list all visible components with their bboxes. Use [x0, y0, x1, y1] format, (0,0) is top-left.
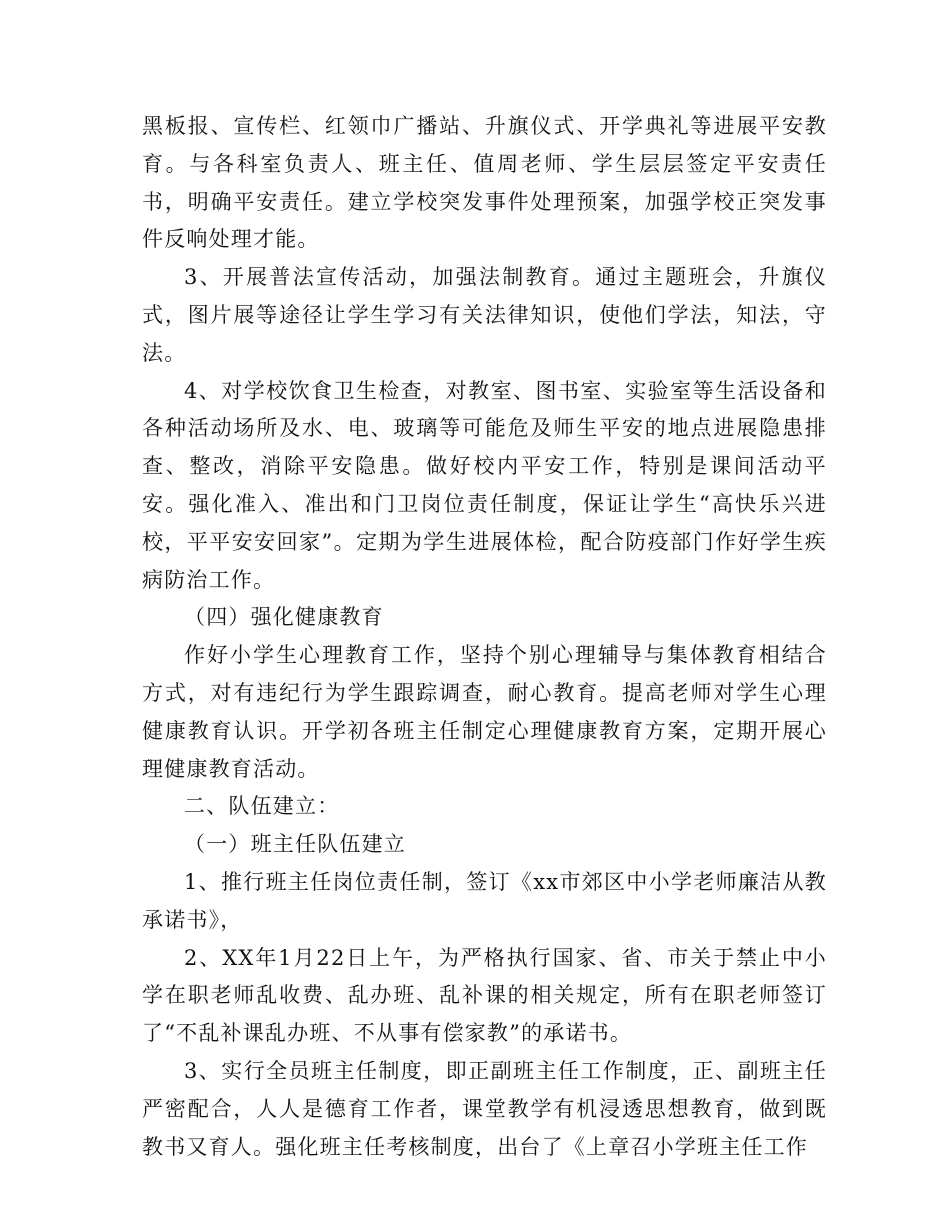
paragraph-hygiene-inspection: 4、对学校饮食卫生检查，对教室、图书室、实验室等生活设备和各种活动场所及水、电、玻璃等可能危及师生平安的地点进展隐患排查、整改，消除平安隐患。做好校内平安工作，特别是课间活动平安。强化准入、准出和门卫岗位责任制度，保证让学生“高快乐兴进校，平平安安回家”。定期为学生进展体检，配合防疫部门作好学生疾病防治工作。	[142, 378, 827, 592]
paragraph-legal-education: 3、开展普法宣传活动，加强法制教育。通过主题班会，升旗仪式，图片展等途径让学生学习有关法律知识，使他们学法，知法，守法。	[142, 265, 827, 365]
heading-team-building: 二、队伍建立：	[184, 794, 340, 819]
paragraph-all-staff-system: 3、实行全员班主任制度，即正副班主任工作制度，正、副班主任严密配合，人人是德育工作者，课堂教学有机浸透思想教育，做到既教书又育人。强化班主任考核制度，出台了《上章召小学班主任工作	[142, 1058, 827, 1159]
paragraph-mental-health: 作好小学生心理教育工作，坚持个别心理辅导与集体教育相结合方式，对有违纪行为学生跟踪调查，耐心教育。提高老师对学生心理健康教育认识。开学初各班主任制定心理健康教育方案，定期开展心理健康教育活动。	[142, 643, 827, 781]
paragraph-responsibility-system: 1、推行班主任岗位责任制，签订《xx市郊区中小学老师廉洁从教承诺书》，	[142, 869, 827, 932]
paragraph-safety-education: 黑板报、宣传栏、红领巾广播站、升旗仪式、开学典礼等进展平安教育。与各科室负责人、班主任、值周老师、学生层层签定平安责任书，明确平安责任。建立学校突发事件处理预案，加强学校正突发事件反响处理才能。	[142, 114, 827, 252]
heading-health-education: （四）强化健康教育	[184, 605, 384, 630]
document-body	[142, 108, 827, 1166]
paragraph-commitment-letter: 2、XX年1月22日上午，为严格执行国家、省、市关于禁止中小学在职老师乱收费、乱办班、乱补课的相关规定，所有在职老师签订了“不乱补课乱办班、不从事有偿家教”的承诺书。	[142, 945, 827, 1046]
heading-head-teacher-team: （一）班主任队伍建立	[184, 832, 406, 857]
